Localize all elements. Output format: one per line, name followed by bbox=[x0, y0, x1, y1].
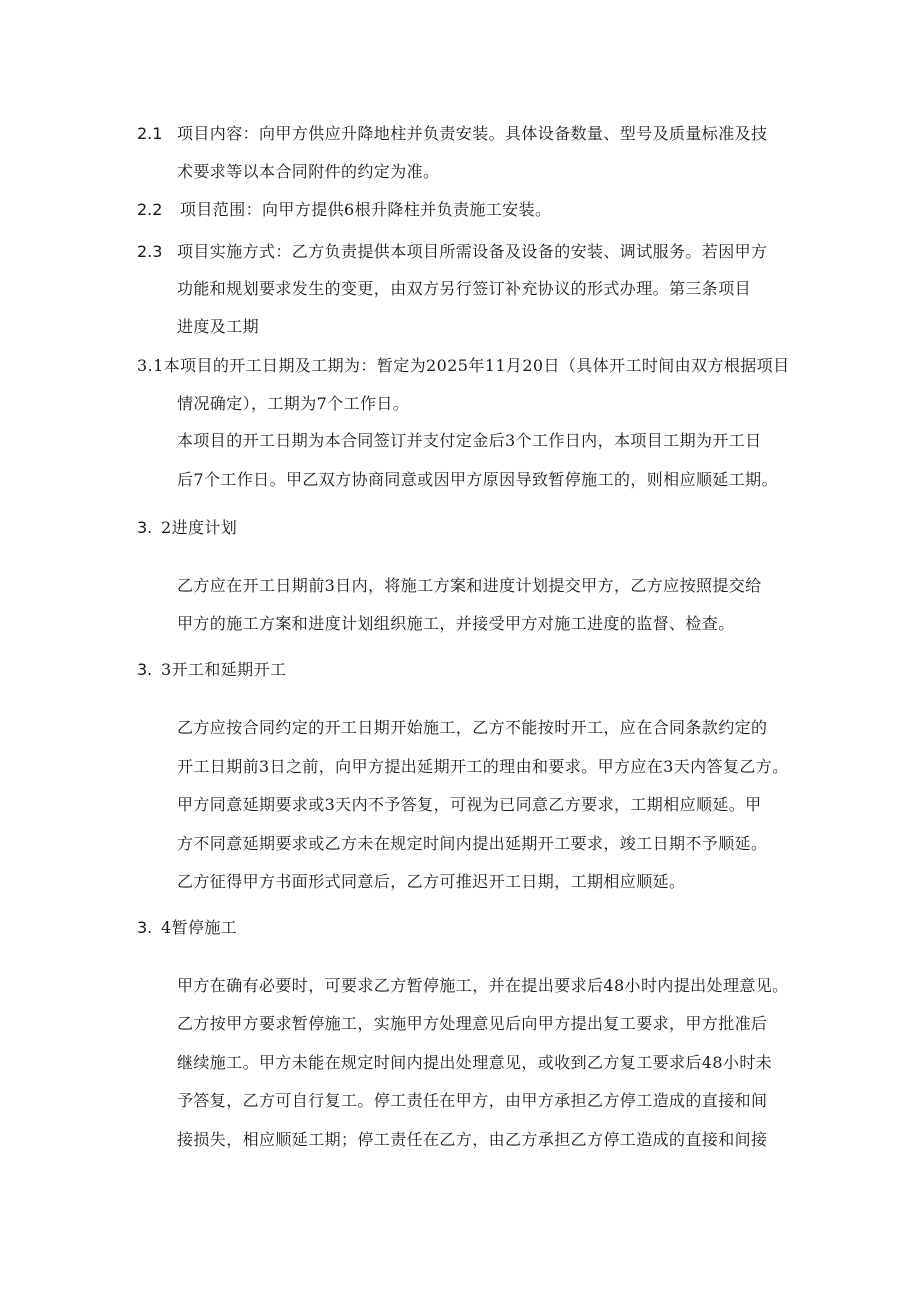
clause-3-3-line: 方不同意延期要求或乙方未在规定时间内提出延期开工要求，竣工日期不予顺延。 bbox=[177, 834, 768, 853]
clause-2-3-line: 项目实施方式：乙方负责提供本项目所需设备及设备的安装、调试服务。若因甲方 bbox=[177, 242, 768, 261]
clause-3-4-line: 甲方在确有必要时，可要求乙方暂停施工，并在提出要求后48小时内提出处理意见。 bbox=[177, 976, 789, 995]
clause-3-1-line: 本项目的开工日期为本合同签订并支付定金后3个工作日内，本项目工期为开工日 bbox=[177, 431, 762, 450]
clause-3-4-line: 继续施工。甲方未能在规定时间内提出处理意见，或收到乙方复工要求后48小时未 bbox=[177, 1053, 773, 1072]
clause-3-3-heading: 3开工和延期开工 bbox=[161, 660, 287, 679]
clause-2-1-number: 2.1 bbox=[137, 124, 163, 143]
clause-2-3-line: 进度及工期 bbox=[177, 317, 260, 336]
clause-3-1-line: 后7个工作日。甲乙双方协商同意或因甲方原因导致暂停施工的，则相应顺延工期。 bbox=[177, 470, 778, 489]
clause-3-4-line: 接损失，相应顺延工期；停工责任在乙方，由乙方承担乙方停工造成的直接和间接 bbox=[177, 1130, 768, 1149]
clause-3-2-line: 乙方应在开工日期前3日内，将施工方案和进度计划提交甲方，乙方应按照提交给 bbox=[177, 576, 762, 595]
clause-3-1-line: 情况确定），工期为7个工作日。 bbox=[177, 394, 410, 413]
clause-3-4-line: 予答复，乙方可自行复工。停工责任在甲方，由甲方承担乙方停工造成的直接和间 bbox=[177, 1091, 768, 1110]
clause-3-3-number: 3. bbox=[137, 660, 153, 679]
clause-3-4-line: 乙方按甲方要求暂停施工，实施甲方处理意见后向甲方提出复工要求，甲方批准后 bbox=[177, 1014, 768, 1033]
clause-2-3-number: 2.3 bbox=[137, 242, 163, 261]
clause-3-2-number: 3. bbox=[137, 518, 153, 537]
clause-3-2-heading: 2进度计划 bbox=[161, 518, 238, 537]
clause-2-3-line: 功能和规划要求发生的变更，由双方另行签订补充协议的形式办理。第三条项目 bbox=[177, 279, 752, 298]
clause-2-2-number: 2.2 bbox=[137, 200, 163, 219]
clause-3-1-line: 3.1本项目的开工日期及工期为：暂定为2025年11月20日（具体开工时间由双方根据项目 bbox=[137, 356, 790, 375]
clause-3-4-number: 3. bbox=[137, 918, 153, 937]
clause-2-1-line: 术要求等以本合同附件的约定为准。 bbox=[177, 162, 440, 181]
clause-3-3-line: 乙方应按合同约定的开工日期开始施工，乙方不能按时开工，应在合同条款约定的 bbox=[177, 718, 768, 737]
clause-3-3-line: 开工日期前3日之前，向甲方提出延期开工的理由和要求。甲方应在3天内答复乙方。 bbox=[177, 757, 789, 776]
clause-2-2-line: 项目范围：向甲方提供6根升降柱并负责施工安装。 bbox=[180, 200, 552, 219]
clause-3-2-line: 甲方的施工方案和进度计划组织施工，并接受甲方对施工进度的监督、检查。 bbox=[177, 614, 735, 633]
clause-2-1-line: 项目内容：向甲方供应升降地柱并负责安装。具体设备数量、型号及质量标准及技 bbox=[177, 124, 768, 143]
clause-3-4-heading: 4暂停施工 bbox=[161, 918, 238, 937]
clause-3-3-line: 乙方征得甲方书面形式同意后，乙方可推迟开工日期，工期相应顺延。 bbox=[177, 872, 686, 891]
clause-3-3-line: 甲方同意延期要求或3天内不予答复，可视为已同意乙方要求，工期相应顺延。甲 bbox=[177, 795, 762, 814]
